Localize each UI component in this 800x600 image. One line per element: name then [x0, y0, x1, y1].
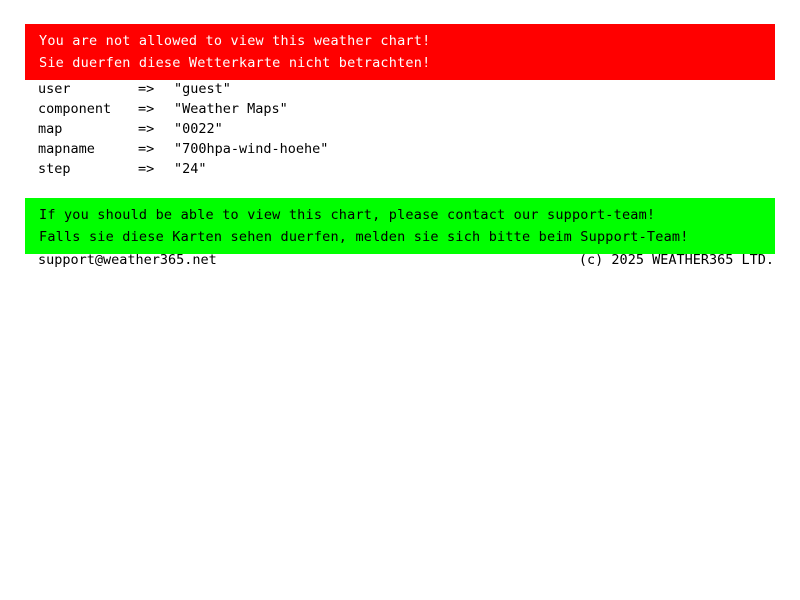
param-arrow: =>: [138, 121, 155, 137]
table-row: [38, 79, 328, 99]
error-banner: [25, 24, 775, 80]
param-arrow: =>: [138, 101, 155, 117]
param-arrow: =>: [138, 141, 155, 157]
info-banner: [25, 198, 775, 254]
info-banner-line-de: Falls sie diese Karten sehen duerfen, melden sie sich bitte beim Support-Team!: [39, 229, 689, 245]
param-value: "24": [174, 161, 207, 177]
param-value: "700hpa-wind-hoehe": [174, 141, 329, 157]
param-arrow: =>: [138, 81, 155, 97]
support-email-link[interactable]: support@weather365.net: [38, 252, 217, 268]
error-banner-line-en: You are not allowed to view this weather chart!: [39, 33, 431, 49]
table-row: [38, 119, 328, 139]
param-key: mapname: [38, 141, 95, 157]
param-key: component: [38, 101, 112, 117]
copyright-text: (c) 2025 WEATHER365 LTD.: [578, 252, 774, 268]
param-key: map: [38, 121, 63, 137]
param-value: "Weather Maps": [174, 101, 288, 117]
error-banner-line-de: Sie duerfen diese Wetterkarte nicht betrachten!: [39, 55, 431, 71]
table-row: [38, 99, 328, 119]
parameter-table: [38, 79, 328, 179]
footer: [38, 250, 774, 270]
param-value: "0022": [174, 121, 223, 137]
param-key: step: [38, 161, 71, 177]
info-banner-line-en: If you should be able to view this chart, please contact our support-team!: [39, 207, 656, 223]
param-value: "guest": [174, 81, 231, 97]
table-row: [38, 159, 328, 179]
table-row: [38, 139, 328, 159]
param-arrow: =>: [138, 161, 155, 177]
param-key: user: [38, 81, 71, 97]
